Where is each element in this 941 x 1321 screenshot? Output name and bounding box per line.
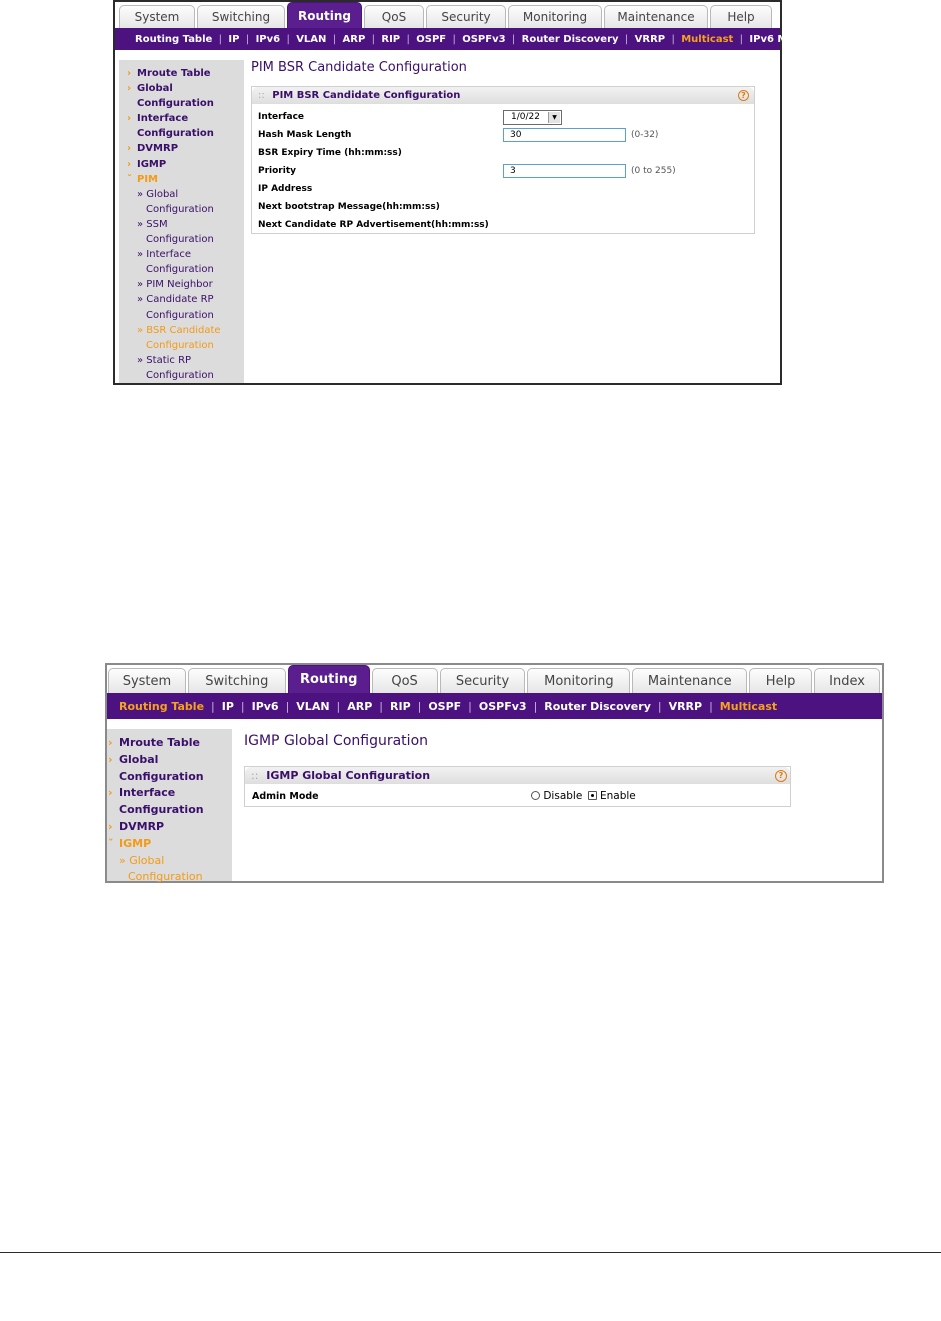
subnav-vlan[interactable]: VLAN: [296, 33, 327, 45]
admin-mode-disable-radio[interactable]: [531, 791, 540, 800]
sidebar-subitem-pim-candidate-rp-config[interactable]: Configuration: [146, 309, 214, 321]
sidebar-subitem-pim-candidate-rp[interactable]: » Candidate RP: [137, 294, 214, 306]
ip-address-label: IP Address: [258, 184, 313, 194]
next-candidate-row: [252, 217, 754, 233]
subnav-multicast[interactable]: Multicast: [681, 33, 734, 45]
priority-row: [252, 163, 754, 179]
igmp-global-screenshot: [105, 663, 884, 883]
sidebar-subitem-pim-static-rp[interactable]: » Static RP: [137, 354, 192, 366]
subnav-ipv6[interactable]: IPv6: [251, 699, 279, 713]
tab-routing[interactable]: Routing: [287, 2, 362, 28]
tab-system[interactable]: System: [108, 668, 186, 693]
sidebar-item-interface[interactable]: › Interface: [137, 111, 244, 126]
sidebar: [119, 60, 244, 383]
chevron-right-icon: ›: [108, 736, 113, 749]
tab-monitoring[interactable]: Monitoring: [527, 668, 630, 693]
sidebar-item-interface-config[interactable]: Configuration: [137, 128, 214, 140]
igmp-global-panel: [244, 766, 791, 807]
interface-label: Interface: [258, 112, 305, 122]
bsr-expiry-label: BSR Expiry Time (hh:mm:ss): [258, 148, 402, 158]
tab-routing[interactable]: Routing: [288, 665, 370, 693]
subnav-ospfv3[interactable]: OSPFv3: [478, 699, 527, 713]
sidebar-subitem-igmp-global[interactable]: » Global: [119, 853, 165, 867]
tab-index[interactable]: Index: [814, 668, 880, 693]
tab-switching[interactable]: Switching: [197, 5, 285, 28]
chevron-right-icon: ›: [127, 83, 132, 95]
subnav-ip[interactable]: IP: [228, 33, 240, 45]
subnav-rip[interactable]: RIP: [390, 699, 411, 713]
sidebar-item-igmp[interactable]: ˇ IGMP: [119, 836, 232, 853]
sidebar-item-dvmrp[interactable]: › DVMRP: [137, 141, 244, 156]
sidebar-subitem-pim-interface-config[interactable]: Configuration: [146, 264, 214, 276]
subnav-rip[interactable]: RIP: [381, 33, 401, 45]
tab-system[interactable]: System: [119, 5, 195, 28]
chevron-down-icon: ˇ: [108, 836, 114, 850]
subnav-vrrp[interactable]: VRRP: [634, 33, 666, 45]
tab-switching[interactable]: Switching: [188, 668, 286, 693]
panel-header: [245, 767, 790, 784]
hash-mask-label: Hash Mask Length: [258, 130, 352, 140]
priority-hint: (0 to 255): [631, 166, 676, 176]
priority-input[interactable]: 3: [503, 164, 626, 178]
tab-qos[interactable]: QoS: [372, 668, 438, 693]
sidebar-item-mroute-table[interactable]: › Mroute Table: [119, 735, 232, 752]
sidebar-item-pim[interactable]: ˇ PIM: [137, 172, 244, 187]
main-tab-bar: [107, 665, 882, 693]
admin-mode-label: Admin Mode: [252, 791, 319, 802]
chevron-right-icon: ›: [108, 819, 113, 833]
page-footer-rule: [0, 1252, 941, 1253]
tab-help[interactable]: Help: [749, 668, 812, 693]
subnav-routing-table[interactable]: Routing Table: [135, 33, 213, 45]
admin-mode-enable-label: Enable: [599, 790, 636, 802]
admin-mode-enable-radio[interactable]: [588, 791, 597, 800]
chevron-right-icon: ›: [108, 752, 113, 766]
sidebar-subitem-pim-bsr-candidate[interactable]: » BSR Candidate: [137, 324, 221, 336]
panel-header: [252, 87, 754, 104]
sidebar-item-interface[interactable]: › Interface: [119, 785, 232, 802]
sidebar-item-interface-config[interactable]: Configuration: [119, 803, 204, 817]
interface-select[interactable]: 1/0/22 ▼: [503, 110, 562, 125]
priority-label: Priority: [258, 166, 296, 176]
sidebar-subitem-pim-ssm[interactable]: » SSM: [137, 218, 168, 230]
sidebar-subitem-pim-bsr-candidate-config[interactable]: Configuration: [146, 339, 214, 351]
subnav-ipv6-multicast[interactable]: IPv6 Multicast: [749, 33, 830, 45]
chevron-right-icon: ›: [127, 68, 132, 79]
sidebar-subitem-pim-global[interactable]: » Global: [137, 188, 179, 200]
interface-row: [252, 109, 754, 125]
next-bootstrap-row: [252, 199, 754, 215]
sidebar-subitem-igmp-global-config[interactable]: Configuration: [128, 870, 203, 884]
admin-mode-disable-label: Disable: [543, 790, 583, 802]
subnav-multicast[interactable]: Multicast: [719, 699, 778, 713]
subnav-ospfv3[interactable]: OSPFv3: [462, 33, 506, 45]
tab-qos[interactable]: QoS: [364, 5, 424, 28]
chevron-down-icon: ˇ: [127, 173, 132, 185]
main-tab-bar: [115, 2, 780, 28]
chevron-right-icon: ›: [108, 786, 113, 800]
subnav-ospf[interactable]: OSPF: [416, 33, 447, 45]
chevron-right-icon: ›: [127, 158, 132, 170]
help-icon[interactable]: ?: [775, 770, 787, 782]
tab-monitoring[interactable]: Monitoring: [508, 5, 602, 28]
sidebar-item-global[interactable]: › Global: [119, 752, 232, 769]
subnav-arp[interactable]: ARP: [347, 699, 373, 713]
bsr-expiry-row: [252, 145, 754, 161]
panel-title: IGMP Global Configuration: [266, 769, 431, 782]
ip-address-row: [252, 181, 754, 197]
page-title: PIM BSR Candidate Configuration: [251, 60, 467, 75]
grip-icon: ::: [251, 769, 259, 782]
subnav-ip[interactable]: IP: [221, 699, 234, 713]
sidebar-item-global-config[interactable]: Configuration: [137, 98, 214, 110]
help-icon[interactable]: ?: [738, 90, 749, 101]
sidebar: [107, 729, 232, 884]
hash-mask-row: [252, 127, 754, 143]
sidebar-subitem-pim-global-config[interactable]: Configuration: [146, 203, 214, 215]
bsr-candidate-panel: [251, 86, 755, 234]
subnav-router-discovery[interactable]: Router Discovery: [521, 33, 619, 45]
sidebar-subitem-pim-neighbor[interactable]: » PIM Neighbor: [137, 279, 213, 291]
admin-mode-radio-group: [531, 788, 636, 805]
subnav-arp[interactable]: ARP: [342, 33, 366, 45]
subnav-ipv6[interactable]: IPv6: [255, 33, 281, 45]
hash-mask-hint: (0-32): [631, 130, 659, 140]
tab-security[interactable]: Security: [426, 5, 506, 28]
tab-maintenance[interactable]: Maintenance: [604, 5, 708, 28]
page-title: IGMP Global Configuration: [244, 733, 429, 749]
tab-maintenance[interactable]: Maintenance: [632, 668, 747, 693]
sidebar-item-dvmrp[interactable]: › DVMRP: [119, 819, 232, 836]
subnav-vrrp[interactable]: VRRP: [668, 699, 703, 713]
subnav-router-discovery[interactable]: Router Discovery: [544, 699, 651, 713]
next-candidate-label: Next Candidate RP Advertisement(hh:mm:ss): [258, 220, 489, 230]
tab-help[interactable]: Help: [710, 5, 772, 28]
panel-title: PIM BSR Candidate Configuration: [272, 90, 461, 101]
chevron-right-icon: ›: [127, 143, 132, 155]
sidebar-item-igmp[interactable]: › IGMP: [137, 157, 244, 172]
next-bootstrap-label: Next bootstrap Message(hh:mm:ss): [258, 202, 440, 212]
sidebar-item-global[interactable]: › Global: [137, 81, 244, 96]
subnav-ospf[interactable]: OSPF: [428, 699, 462, 713]
tab-security[interactable]: Security: [440, 668, 526, 693]
admin-mode-row: [245, 788, 790, 805]
grip-icon: ::: [258, 90, 265, 101]
sidebar-item-mroute-table[interactable]: › Mroute Table: [137, 66, 244, 81]
chevron-down-icon: ▼: [548, 112, 560, 123]
routing-subnav: Routing Table | IP | IPv6 | VLAN | ARP | RIP | OSPF | OSPFv3 | Router Discovery | VRRP | Multicast: [107, 693, 882, 719]
sidebar-subitem-pim-interface[interactable]: » Interface: [137, 249, 192, 261]
routing-subnav: Routing Table | IP | IPv6 | VLAN | ARP | RIP | OSPF | OSPFv3 | Router Discovery | VRRP | Multicast | IPv6 Multicast: [115, 28, 780, 50]
sidebar-item-global-config[interactable]: Configuration: [119, 769, 204, 783]
hash-mask-input[interactable]: 30: [503, 128, 626, 142]
subnav-routing-table[interactable]: Routing Table: [119, 699, 205, 713]
sidebar-subitem-pim-ssm-config[interactable]: Configuration: [146, 234, 214, 246]
pim-bsr-candidate-screenshot: [113, 0, 830, 385]
sidebar-subitem-pim-static-rp-config[interactable]: Configuration: [146, 369, 214, 381]
chevron-right-icon: ›: [127, 113, 132, 125]
subnav-vlan[interactable]: VLAN: [296, 699, 330, 713]
